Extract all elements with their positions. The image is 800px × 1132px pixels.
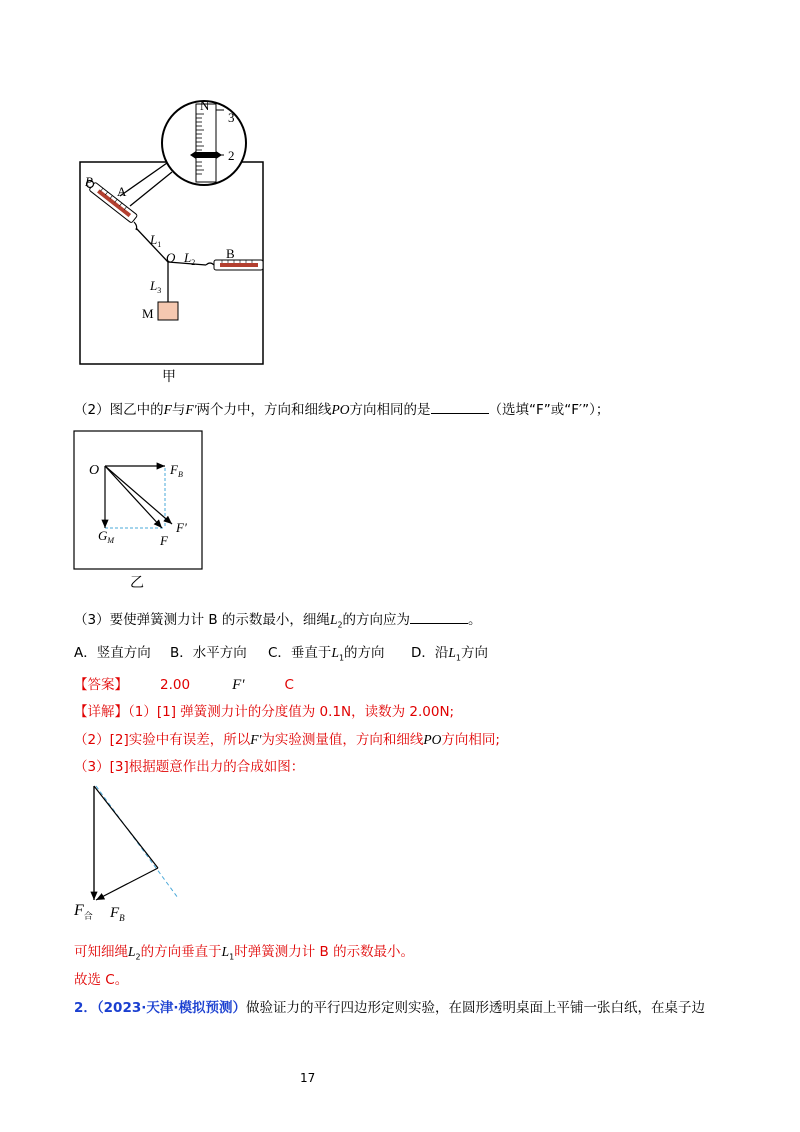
- answer-blank-2: [431, 401, 489, 414]
- choose-line: 故选 C。: [74, 972, 129, 988]
- question-2: （2）图乙中的F与F′两个力中，方向和细线PO方向相同的是 （选填“F”或“F′”）；: [74, 402, 610, 418]
- label-fb: $F_B$: [110, 905, 125, 923]
- figure-composition: [70, 780, 190, 930]
- label-o: O: [89, 463, 100, 478]
- label-fhe: $F_合$: [74, 902, 93, 921]
- pointer: [196, 152, 216, 158]
- label-m: M: [142, 306, 154, 321]
- spring-balance-b: [214, 260, 263, 270]
- arrow-fb: [96, 868, 158, 900]
- answer-blank-3: [410, 611, 468, 624]
- label-a: A: [117, 184, 127, 199]
- detail-line-1: 【详解】（1）[1] 弹簧测力计的分度值为 0.1N，读数为 2.00N;: [74, 704, 455, 720]
- answer-line: 【答案】 2.00 F′ C: [74, 677, 294, 693]
- detail-line-3: （3）[3]根据题意作出力的合成如图：: [74, 759, 305, 775]
- question-3: （3）要使弹簧测力计 B 的示数最小，细绳$L_2$的方向应为 。: [74, 612, 482, 630]
- arrow-f: [105, 466, 162, 528]
- figure-yi-caption: 乙: [130, 575, 144, 591]
- label-fb: $F_B$: [170, 462, 183, 479]
- figure-jia-caption: 甲: [162, 369, 176, 385]
- option-b: B．水平方向: [170, 645, 247, 661]
- detail-line-2: （2）[2]实验中有误差，所以F′为实验测量值，方向和细线PO方向相同;: [74, 732, 500, 748]
- scale-2-label: 2: [228, 148, 235, 163]
- block-m: [158, 302, 178, 320]
- figure-yi: [72, 428, 206, 572]
- label-l2: $L_2$: [184, 250, 196, 267]
- label-l1: $L_1$: [150, 232, 162, 249]
- conclusion-line: 可知细绳$L_2$的方向垂直于$L_1$时弹簧测力计 B 的示数最小。: [74, 944, 415, 962]
- option-c: C．垂直于$L_1$的方向: [268, 645, 385, 663]
- question-next: 2．（2023·天津·模拟预测）做验证力的平行四边形定则实验，在圆形透明桌面上平铺一张白纸，在桌子边: [74, 1000, 705, 1016]
- option-d: D．沿$L_1$方向: [411, 645, 489, 663]
- arrow-fprime: [105, 466, 172, 524]
- scale-3-label: 3: [228, 110, 235, 125]
- figure-jia: [60, 95, 290, 395]
- page-number: 17: [300, 1071, 316, 1085]
- label-fprime: F′: [176, 520, 187, 535]
- scale-n-label: N: [200, 98, 210, 113]
- label-f: F: [160, 533, 168, 548]
- option-a: A．竖直方向: [74, 645, 151, 661]
- label-b: B: [226, 246, 235, 261]
- label-gm: $G_M$: [98, 528, 115, 545]
- label-p: P: [85, 174, 93, 189]
- label-l3: $L_3$: [150, 278, 162, 295]
- label-o: O: [166, 250, 176, 265]
